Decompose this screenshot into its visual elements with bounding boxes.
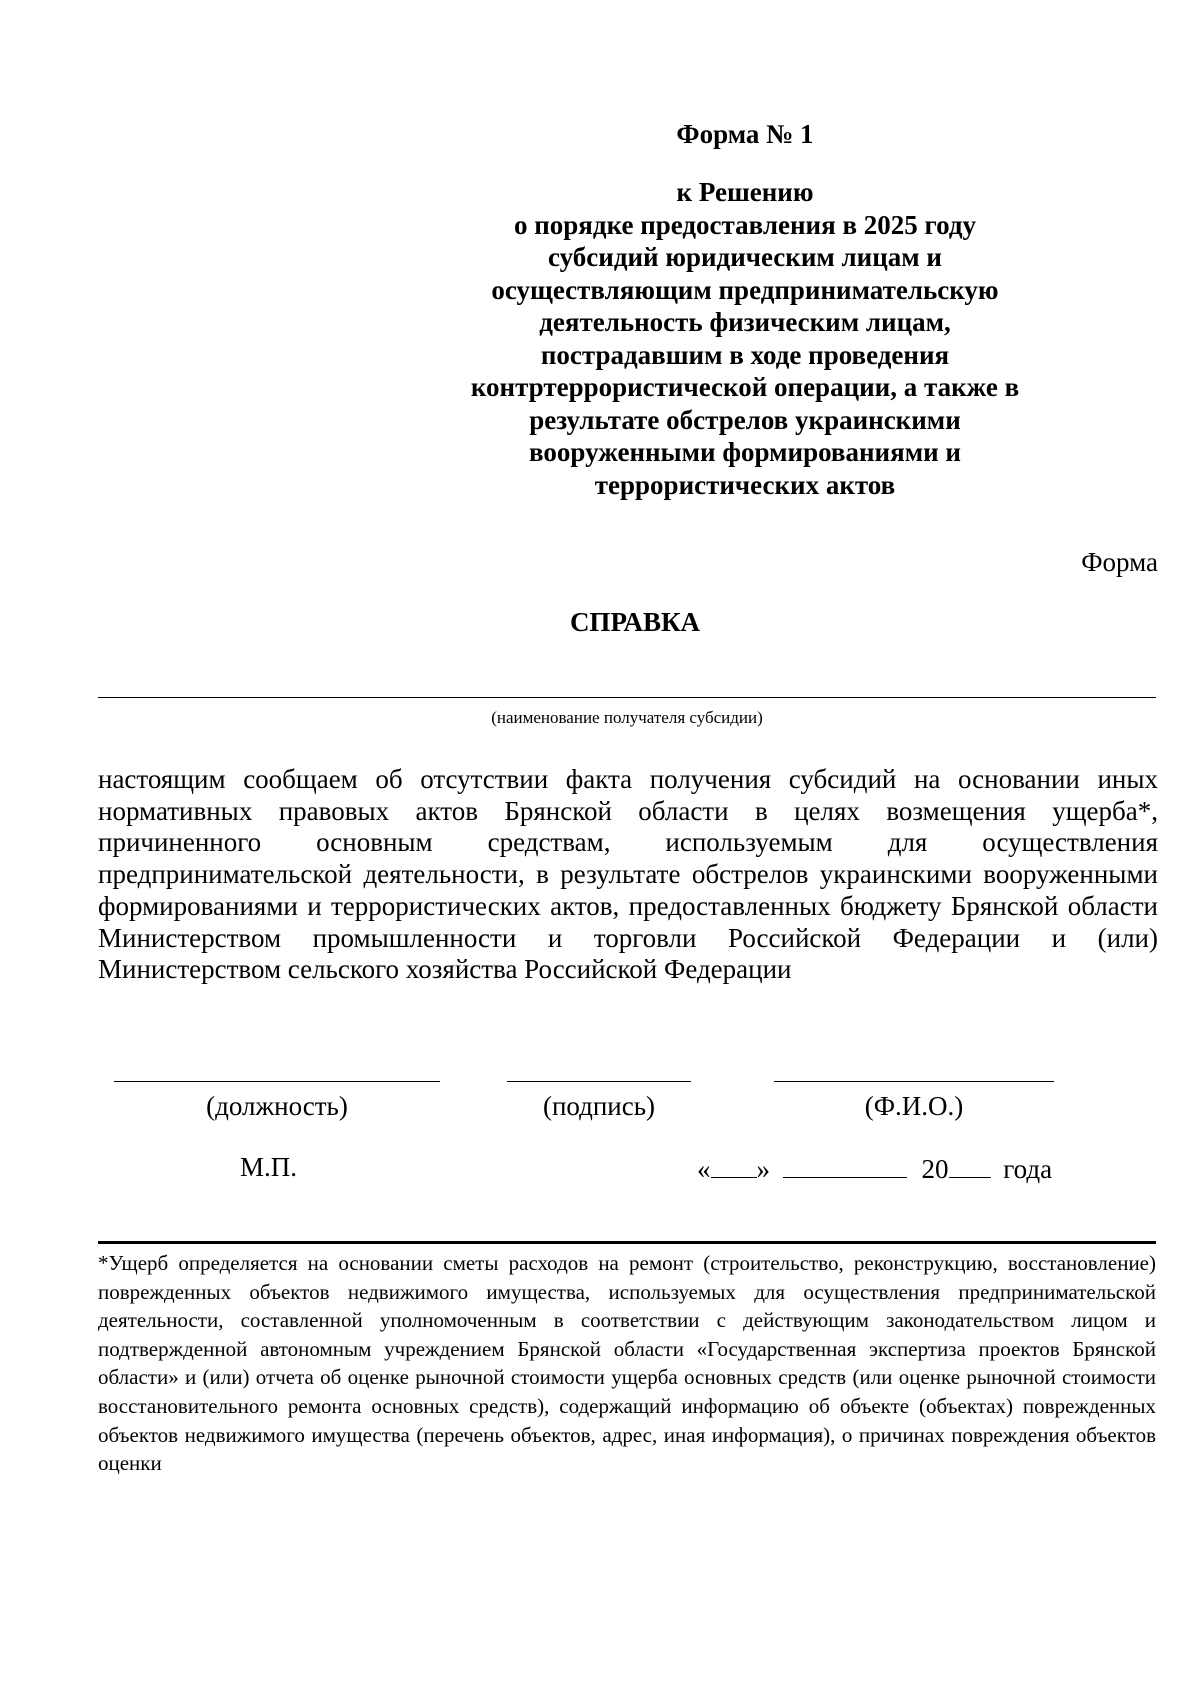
appendix-line: к Решению [676,177,814,207]
appendix-line: вооруженными формированиями и [529,437,961,467]
document-title: СПРАВКА [569,607,701,637]
name-caption: (Ф.И.О.) [864,1091,964,1121]
appendix-line: осуществляющим предпринимательскую [491,274,999,305]
signature-caption: (подпись) [542,1091,656,1121]
signature-line[interactable] [507,1081,691,1082]
appendix-line: деятельность физическим лицам, [539,307,951,337]
form-number: Форма № 1 [676,119,814,149]
stamp-label: М.П. [240,1152,298,1182]
appendix-line: террористических актов [594,469,896,500]
recipient-name-line[interactable] [98,697,1156,698]
appendix-line: пострадавшим в ходе проведения [540,339,950,370]
date-open-quote: « [697,1154,711,1184]
appendix-line: о порядке предоставления в 2025 году [513,209,977,240]
footnote: *Ущерб определяется на основании сметы расходов на ремонт (строительство, реконструкцию, восстановление) поврежденных объектов недвижимого имущества, используемых для осуществления предпринимательской деятельности, составленной уполномоченным в соответствии с действующим законодательством лицом и подтвержденной автономным учреждением Брянской области «Государственная экспертиза проектов Брянской области» и (или) отчета об оценке рыночной стоимости ущерба основных средств (или оценке рыночной стоимости восстановительного ремонта основных средств), содержащий информацию об объекте (объектах) поврежденных объектов недвижимого имущества (перечень объектов, адрес, иная информация), о причинах повреждения объектов оценки [98,1251,1156,1476]
appendix-line: результате обстрелов украинскими [529,404,961,435]
date-row [697,1151,1052,1185]
position-line[interactable] [114,1081,440,1082]
recipient-caption: (наименование получателя субсидии) [491,708,763,727]
year-blank[interactable] [949,1151,991,1178]
form-label: Форма [1081,547,1158,577]
date-year-word: года [1003,1154,1053,1184]
body-paragraph: настоящим сообщаем об отсутствии факта получения субсидий на основании иных нормативных правовых актов Брянской области в целях возмещения ущерба*, причиненного основным средствам, используемым для осуществления предпринимательской деятельности, в результате обстрелов украинскими вооруженными формированиями и террористических актов, предоставленных бюджету Брянской области Министерством промышленности и торговли Российской Федерации и (или) Министерством сельского хозяйства Российской Федерации [98,764,1158,985]
appendix-line: контртеррористической операции, а также в [470,372,1020,402]
footnote-divider [98,1241,1156,1244]
date-close-quote: » [756,1154,770,1184]
day-blank[interactable] [711,1151,757,1178]
name-line[interactable] [774,1081,1054,1082]
month-blank[interactable] [783,1151,907,1178]
position-caption: (должность) [206,1091,348,1121]
appendix-header [440,176,1050,501]
date-century: 20 [921,1154,949,1184]
appendix-line: субсидий юридическим лицам и [548,242,942,272]
